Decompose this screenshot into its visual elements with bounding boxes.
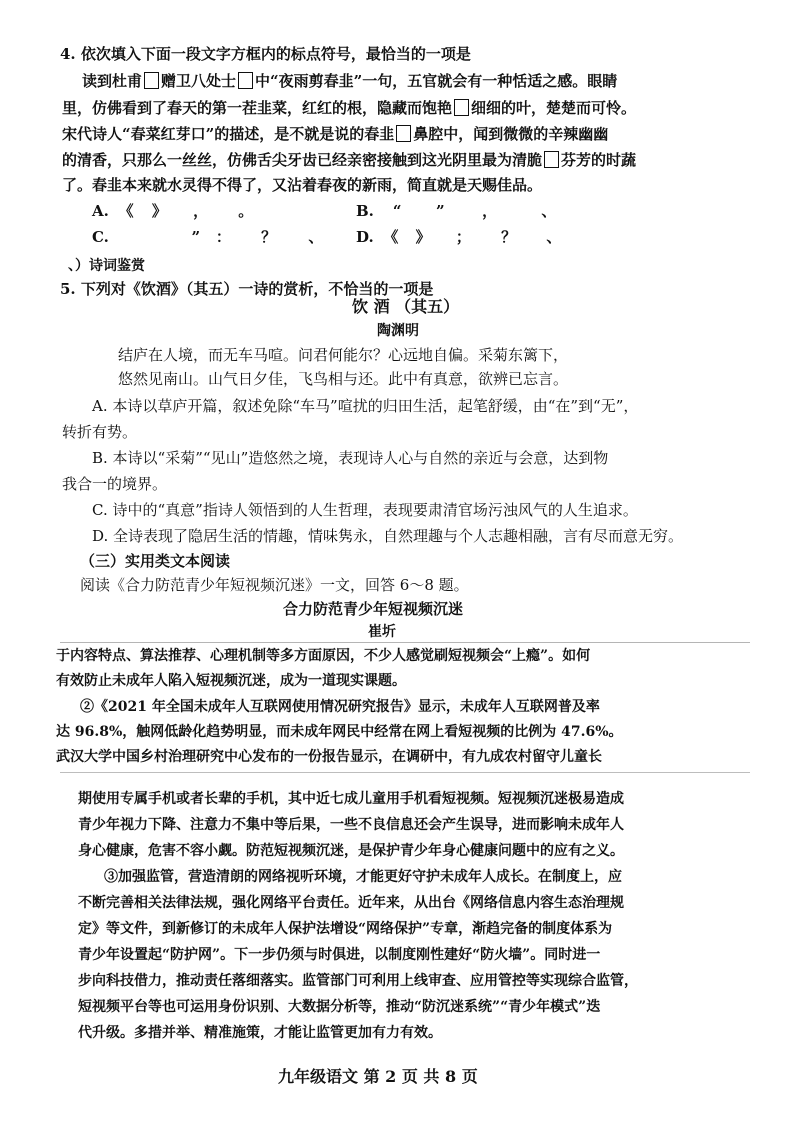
section-2-title: 、）诗词鉴赏 bbox=[68, 258, 145, 274]
paragraph-2-line-2: 达 96.8%，触网低龄化趋势明显，而未成年网民中经常在网上看短视频的比例为 47.6%。 bbox=[56, 724, 623, 740]
punctuation-blank-box bbox=[144, 72, 159, 89]
q4-passage-line-3: 宋代诗人“春菜红芽口”的描述，是不就是说的春韭 鼻腔中，闻到微微的辛辣幽幽 bbox=[62, 125, 609, 143]
paragraph-2-line-3: 武汉大学中国乡村治理研究中心发布的一份报告显示，在调研中，有九成农村留守儿童长 bbox=[56, 749, 602, 765]
punctuation-blank-box bbox=[238, 72, 253, 89]
paragraph-3-line-6: 短视频平台等也可运用身份识别、大数据分析等，推动“防沉迷系统”“青少年模式”迭 bbox=[78, 999, 601, 1015]
q4-passage-line-2: 里，仿佛看到了春天的第一茬韭菜，红红的根，隐藏而饱艳 细细的叶，楚楚而可怜。 bbox=[62, 99, 637, 117]
paragraph-2-line-4: 期使用专属手机或者长辈的手机，其中近七成儿童用手机看短视频。短视频沉迷极易造成 bbox=[78, 791, 624, 807]
punctuation-blank-box bbox=[454, 99, 469, 116]
q4-passage-line-1: 读到杜甫 赠卫八处士 中“夜雨剪春韭”一句，五官就会有一种恬适之感。眼睛 bbox=[82, 72, 618, 90]
article-author: 崔圻 bbox=[368, 624, 396, 640]
q4-option-b: B. “ ” ， 、 bbox=[356, 202, 557, 220]
paragraph-1-line-2: 有效防止未成年人陷入短视频沉迷，成为一道现实课题。 bbox=[56, 673, 406, 689]
paragraph-3-line-3: 定》等文件，到新修订的未成年人保护法增设“网络保护”专章，渐趋完备的制度体系为 bbox=[78, 921, 613, 937]
paragraph-3-line-2: 不断完善相关法律法规，强化网络平台责任。近年来，从出台《网络信息内容生态治理规 bbox=[78, 895, 624, 911]
poem-line-2: 悠然见南山。山气日夕佳，飞鸟相与还。此中有真意，欲辨已忘言。 bbox=[118, 370, 569, 388]
q4-option-a: A. 《 》 ， 。 bbox=[92, 202, 254, 220]
paragraph-3-line-1: ③加强监管，营造清朗的网络视听环境，才能更好守护未成年人成长。在制度上，应 bbox=[104, 869, 622, 885]
page-footer: 九年级语文 第 2 页 共 8 页 bbox=[278, 1067, 478, 1086]
q5-option-d: D. 全诗表现了隐居生活的情趣，情味隽永，自然理趣与个人志趣相融，言有尽而意无穷。 bbox=[92, 527, 684, 545]
punctuation-blank-box bbox=[544, 151, 559, 168]
paragraph-2-line-1: ②《2021 年全国未成年人互联网使用情况研究报告》显示，未成年人互联网普及率 bbox=[80, 699, 600, 715]
page-fold-line bbox=[60, 772, 750, 773]
poem-line-1: 结庐在人境，而无车马喧。问君何能尔？心远地自偏。采菊东篱下， bbox=[118, 346, 569, 364]
paragraph-2-line-5: 青少年视力下降、注意力不集中等后果，一些不良信息还会产生误导，进而影响未成年人 bbox=[78, 817, 624, 833]
q5-option-a-line-1: A. 本诗以草庐开篇，叙述免除“车马”喧扰的归田生活，起笔舒缓，由“在”到“无”， bbox=[92, 397, 639, 415]
section-3-title: （三）实用类文本阅读 bbox=[80, 552, 231, 570]
paragraph-3-line-4: 青少年设置起“防护网”。下一步仍须与时俱进，以制度刚性建好“防火墙”。同时进一 bbox=[78, 947, 601, 963]
paragraph-3-line-7: 代升级。多措并举、精准施策，才能让监管更加有力有效。 bbox=[78, 1025, 442, 1041]
q4-stem: 4. 依次填入下面一段文字方框内的标点符号，最恰当的一项是 bbox=[60, 45, 471, 63]
paragraph-3-line-5: 步向科技借力，推动责任落细落实。监管部门可利用上线审查、应用管控等实现综合监管， bbox=[78, 973, 638, 989]
q5-option-a-line-2: 转折有势。 bbox=[62, 423, 138, 441]
q5-option-b-line-2: 我合一的境界。 bbox=[62, 475, 168, 493]
reading-instruction: 阅读《合力防范青少年短视频沉迷》一文，回答 6～8 题。 bbox=[80, 576, 469, 594]
paragraph-1-line-1: 于内容特点、算法推荐、心理机制等多方面原因，不少人感觉刷短视频会“上瘾”。如何 bbox=[56, 648, 591, 664]
q4-passage-line-4: 的清香，只那么一丝丝，仿佛舌尖牙齿已经亲密接触到这光阴里最为清脆 芬芳的时蔬 bbox=[62, 151, 637, 169]
poem-author: 陶渊明 bbox=[377, 323, 419, 339]
page-fold-line bbox=[60, 642, 750, 643]
q4-passage-line-5: 了。春韭本来就水灵得不得了，又沾着春夜的新雨，简直就是天赐佳品。 bbox=[62, 176, 543, 194]
q5-option-c: C. 诗中的“真意”指诗人领悟到的人生哲理，表现要肃清官场污浊风气的人生追求。 bbox=[92, 501, 638, 519]
punctuation-blank-box bbox=[396, 125, 411, 142]
paragraph-2-line-6: 身心健康，危害不容小觑。防范短视频沉迷，是保护青少年身心健康问题中的应有之义。 bbox=[78, 843, 624, 859]
poem-title: 饮 酒 （其五） bbox=[352, 297, 460, 316]
q5-stem: 5. 下列对《饮酒》（其五）一诗的赏析，不恰当的一项是 bbox=[60, 280, 434, 298]
q5-option-b-line-1: B. 本诗以“采菊”“见山”造悠然之境，表现诗人心与自然的亲近与会意，达到物 bbox=[92, 449, 609, 467]
q4-option-c: C. ” ： ？ 、 bbox=[92, 228, 324, 246]
article-title: 合力防范青少年短视频沉迷 bbox=[283, 600, 464, 618]
q4-option-d: D. 《 》 ； ？ 、 bbox=[356, 228, 562, 246]
